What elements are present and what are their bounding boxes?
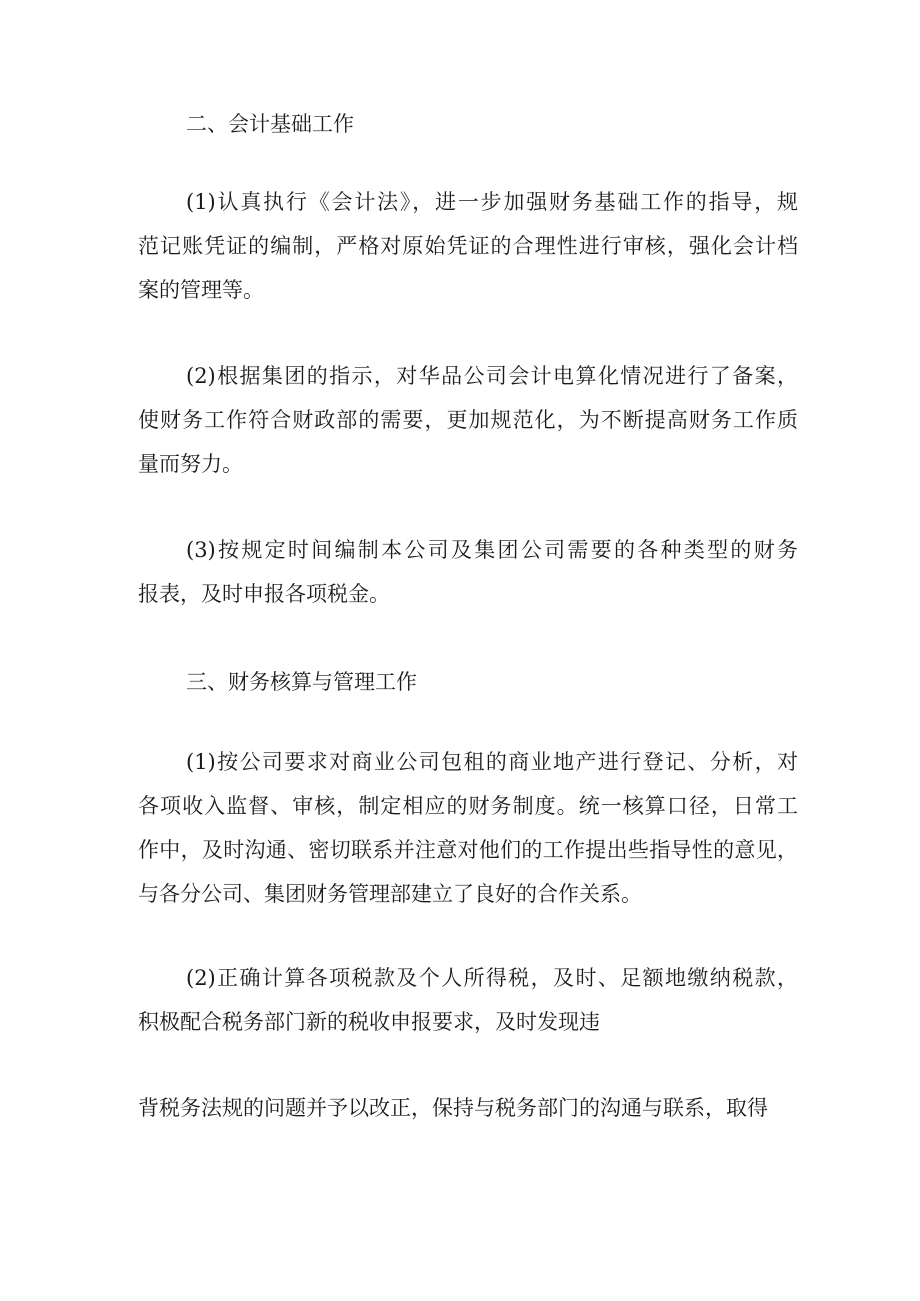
paragraph-line: 案的管理等。 <box>138 278 264 302</box>
paragraph-line: 报表，及时申报各项税金。 <box>138 582 390 606</box>
paragraph-line: 背税务法规的问题并予以改正，保持与税务部门的沟通与联系，取得 <box>138 1096 768 1120</box>
paragraph-line: (1)认真执行《会计法》，进一步加强财务基础工作的指导，规 <box>186 190 798 214</box>
paragraph-line: (1)按公司要求对商业公司包租的商业地产进行登记、分析，对 <box>186 750 798 774</box>
paragraph-line: 积极配合税务部门新的税收申报要求，及时发现违 <box>138 1010 600 1034</box>
paragraph-1 <box>138 180 798 312</box>
paragraph-line: 作中，及时沟通、密切联系并注意对他们的工作提出些指导性的意见， <box>138 838 798 862</box>
paragraph-line: (2)根据集团的指示，对华品公司会计电算化情况进行了备案， <box>186 364 798 388</box>
paragraph-2 <box>138 354 798 486</box>
paragraph-line: 与各分公司、集团财务管理部建立了良好的合作关系。 <box>138 882 642 906</box>
paragraph-line: (2)正确计算各项税款及个人所得税，及时、足额地缴纳税款， <box>186 966 798 990</box>
paragraph-line: 各项收入监督、审核，制定相应的财务制度。统一核算口径，日常工 <box>138 794 798 818</box>
paragraph-line: 量而努力。 <box>138 452 243 476</box>
paragraph-6 <box>138 1086 798 1130</box>
section-heading-accounting-basics: 二、会计基础工作 <box>186 112 354 136</box>
section-heading-accounting-management: 三、财务核算与管理工作 <box>186 670 417 694</box>
paragraph-line: (3)按规定时间编制本公司及集团公司需要的各种类型的财务 <box>186 538 798 562</box>
paragraph-line: 使财务工作符合财政部的需要，更加规范化，为不断提高财务工作质 <box>138 408 798 432</box>
paragraph-4 <box>138 740 798 916</box>
paragraph-line: 范记账凭证的编制，严格对原始凭证的合理性进行审核，强化会计档 <box>138 234 798 258</box>
paragraph-5 <box>138 956 798 1044</box>
paragraph-3 <box>138 528 798 616</box>
